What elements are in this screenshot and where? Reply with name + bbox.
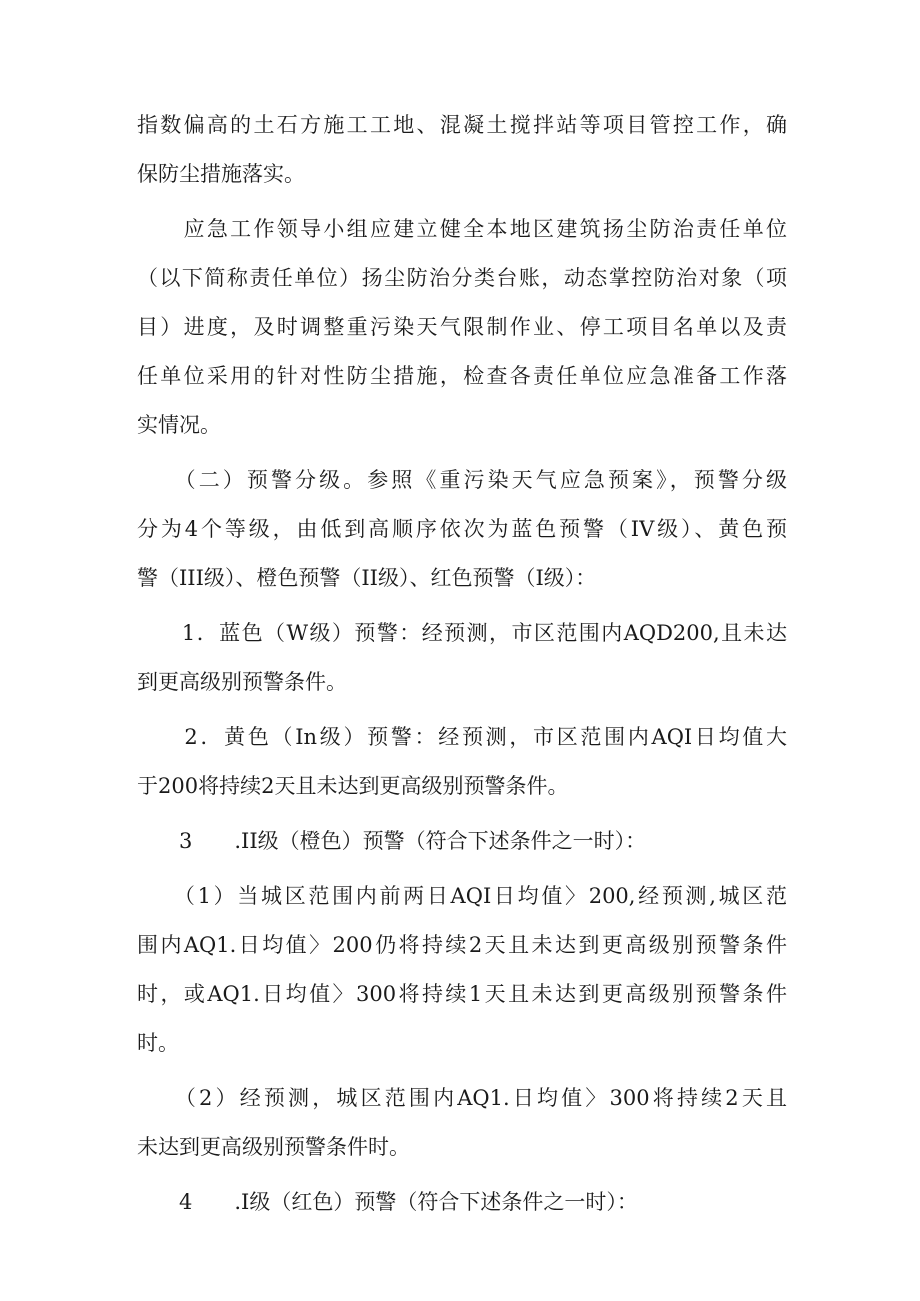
text-line: 警（III级）、橙色预警（II级）、红色预警（I级）： bbox=[137, 566, 597, 590]
text-line: 任单位采用的针对性防尘措施，检查各责任单位应急准备工作落 bbox=[137, 364, 787, 388]
text-line: （以下简称责任单位）扬尘防治分类台账，动态掌控防治对象（项 bbox=[137, 266, 787, 290]
text-line: （1）当城区范围内前两日AQI日均值〉200,经预测,城区范 bbox=[137, 884, 787, 908]
document-body bbox=[137, 113, 787, 1214]
text-line: 于200将持续2天且未达到更高级别预警条件。 bbox=[137, 774, 569, 798]
text-line: 分为4个等级，由低到高顺序依次为蓝色预警（IV级）、黄色预 bbox=[137, 517, 787, 541]
text-line: 实情况。 bbox=[137, 413, 221, 437]
text-line: （2）经预测，城区范围内AQ1.日均值〉300将持续2天且 bbox=[137, 1086, 787, 1110]
text-line: 到更高级别预警条件。 bbox=[137, 670, 347, 694]
text-line: 3 .II级（橙色）预警（符合下述条件之一时）： bbox=[137, 829, 647, 853]
text-line: 指数偏高的土石方施工工地、混凝土搅拌站等项目管控工作，确 bbox=[137, 113, 787, 137]
text-line: 1．蓝色（W级）预警：经预测，市区范围内AQD200,且未达 bbox=[137, 621, 787, 645]
text-line: 围内AQ1.日均值〉200仍将持续2天且未达到更高级别预警条件 bbox=[137, 933, 787, 957]
text-line: 2．黄色（In级）预警：经预测，市区范围内AQI日均值大 bbox=[137, 725, 787, 749]
text-line: 应急工作领导小组应建立健全本地区建筑扬尘防治责任单位 bbox=[137, 217, 787, 241]
text-line: （二）预警分级。参照《重污染天气应急预案》，预警分级 bbox=[137, 468, 787, 492]
text-line: 未达到更高级别预警条件时。 bbox=[137, 1135, 410, 1159]
text-line: 目）进度，及时调整重污染天气限制作业、停工项目名单以及责 bbox=[137, 315, 787, 339]
text-line: 4 .I级（红色）预警（符合下述条件之一时）： bbox=[137, 1190, 638, 1214]
text-line: 保防尘措施落实。 bbox=[137, 162, 305, 186]
text-line: 时。 bbox=[137, 1031, 179, 1055]
text-line: 时，或AQ1.日均值〉300将持续1天且未达到更高级别预警条件 bbox=[137, 982, 787, 1006]
